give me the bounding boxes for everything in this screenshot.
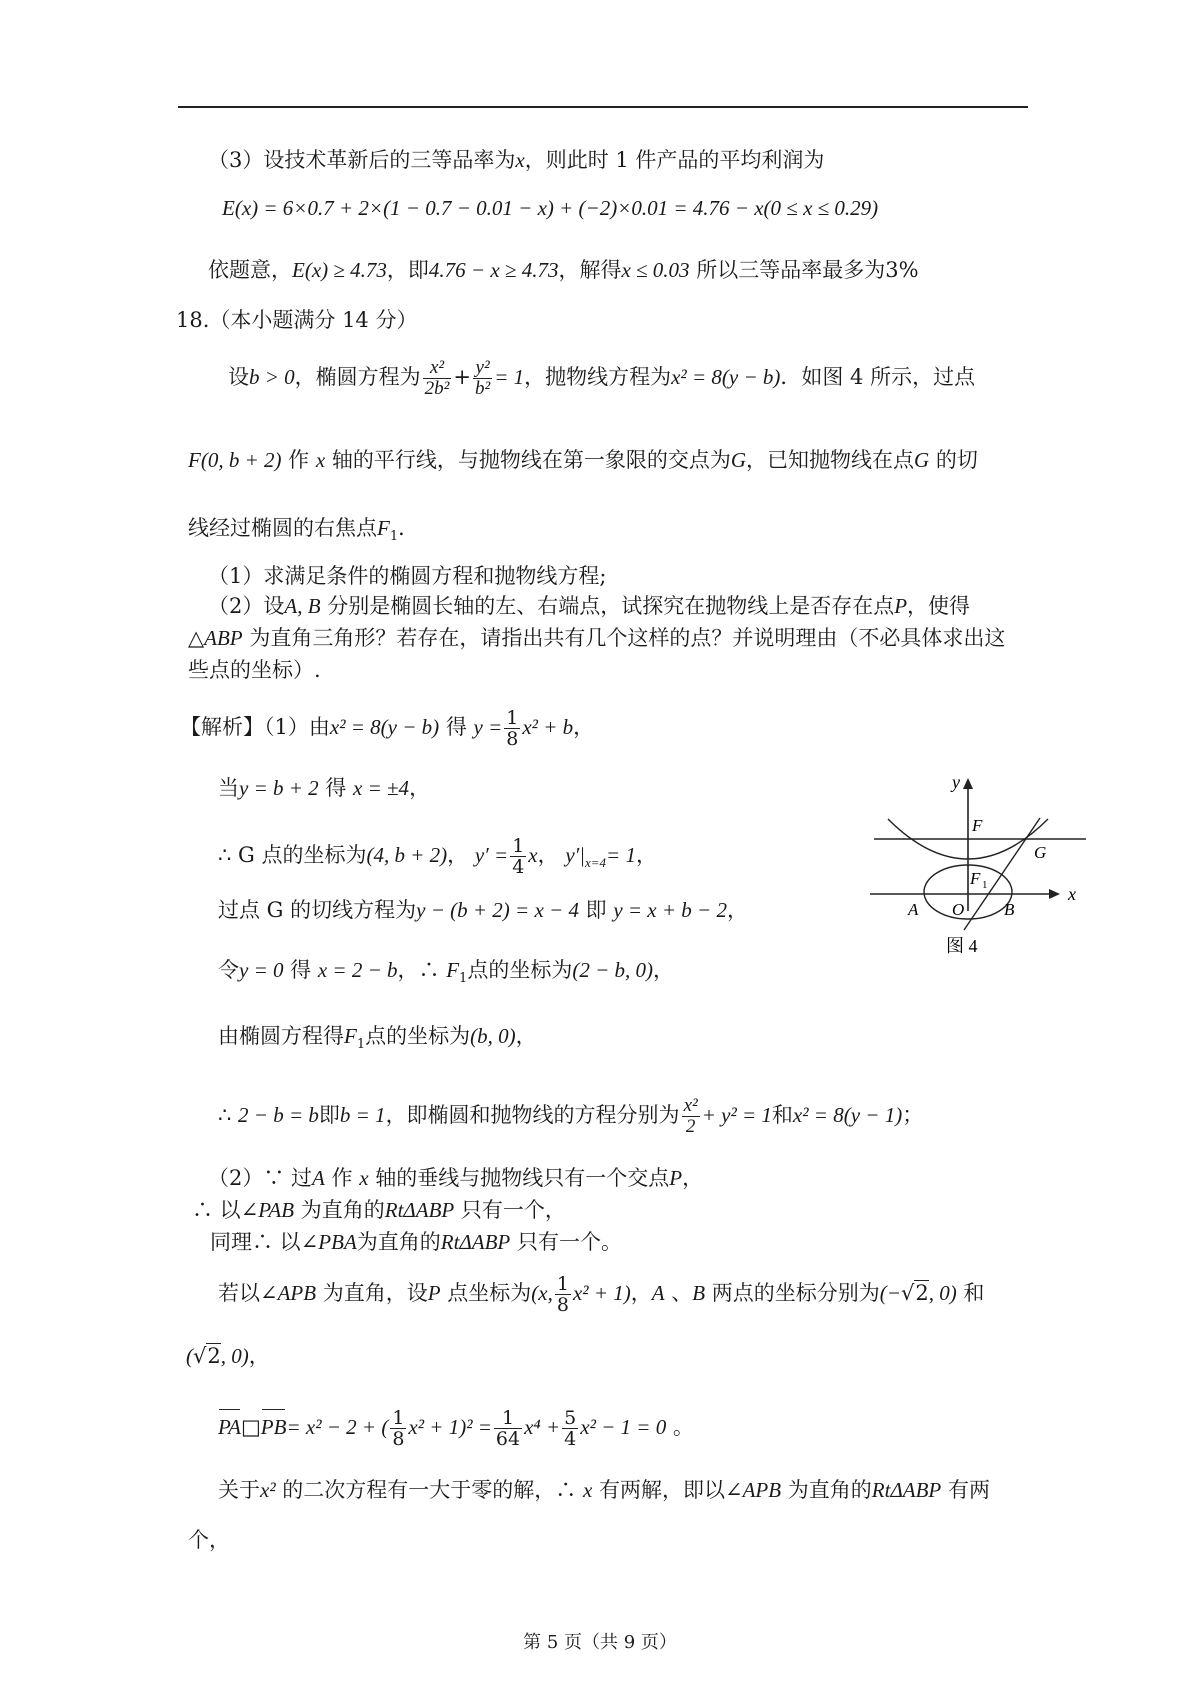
figure-4-diagram [868, 776, 1098, 956]
text: ，使得 [907, 594, 971, 618]
math: ∠PAB [240, 1198, 295, 1222]
numerator: 1 [501, 1407, 515, 1429]
math-var: A [651, 1281, 665, 1305]
math: A, B [284, 594, 321, 618]
solution-line8 [208, 1164, 703, 1192]
fraction [390, 1408, 406, 1449]
solution-line9 [192, 1196, 566, 1224]
vector-pa: PA [218, 1415, 241, 1439]
math-var: G [730, 448, 747, 472]
text: 线经过椭圆的右焦点 [188, 516, 377, 540]
subscript: x=4 [585, 855, 607, 871]
denominator: 8 [392, 1428, 405, 1450]
solution-line11: 若以∠APB 为直角，设P 点坐标为(x, $\frac{1}{8}$ x² + 1)，A 、B 两点的坐标分别为(−√2, 0) 和 [218, 1273, 985, 1316]
math: y′| [565, 843, 585, 867]
subscript: 1 [459, 971, 468, 987]
text: ， [726, 898, 748, 922]
text: 、 [664, 1281, 693, 1305]
math: b > 0 [249, 365, 295, 389]
math: x² = 8(y − b) [329, 715, 440, 739]
text: ∴ 以 [192, 1198, 241, 1222]
math: x⁴ + [524, 1415, 561, 1439]
math: y − (b + 2) = x − 4 [416, 898, 579, 922]
q18-sub2-line2 [188, 624, 1005, 652]
text: 。 [666, 1415, 694, 1439]
math-var: F [377, 516, 390, 540]
text: ， [573, 715, 595, 739]
math-var: A [312, 1166, 325, 1190]
text: 由椭圆方程得 [218, 1024, 344, 1048]
solution-line13 [218, 1408, 694, 1449]
text: △ [188, 626, 205, 650]
text: 作 [324, 1166, 360, 1190]
math: , 0) [220, 1344, 249, 1368]
math: x² [260, 1478, 276, 1502]
math: x = ±4 [353, 776, 410, 800]
text: ， [653, 958, 674, 982]
denominator: 8 [556, 1294, 569, 1316]
math: y = [473, 715, 503, 739]
q18-line1: 设b > 0，椭圆方程为 $\frac{\text{x²}}{\text{2b²}}$ + $\frac{\text{y²}}{\text{b²}}$ = 1，抛物线方程为x² = 8(y − b)．如图 4 所示，过点 [228, 357, 976, 399]
text: 为直角的 [781, 1478, 872, 1502]
text: ， [537, 843, 566, 867]
text: 即 [578, 898, 614, 922]
denominator: b² [474, 378, 491, 399]
text: 令 [218, 958, 239, 982]
subscript: 1 [389, 529, 399, 545]
text: 只有一个。 [510, 1230, 622, 1254]
text: ∴ G 点的坐标为 [218, 843, 367, 867]
text: 的二次方程有一大于零的解，∴ [275, 1478, 583, 1502]
text: 若以 [218, 1281, 260, 1305]
text: ，椭圆方程为 [294, 365, 421, 389]
math-var: P [894, 594, 908, 618]
math: x² + b [522, 715, 574, 739]
math-var: F [344, 1024, 357, 1048]
text: ．如图 4 所示，过点 [780, 365, 976, 389]
numerator: 1 [556, 1273, 569, 1295]
fraction [504, 708, 520, 749]
math-var: P [669, 1166, 683, 1190]
dot-operator: □ [240, 1415, 261, 1439]
solution-line5 [218, 956, 674, 987]
text: ， [409, 776, 431, 800]
math: F(0, b + 2) [188, 448, 282, 472]
text: 和 [956, 1281, 985, 1305]
text: 【解析】（1）由 [180, 715, 330, 739]
math: y = x + b − 2 [613, 898, 727, 922]
math: x² − 1 = 0 [580, 1415, 667, 1439]
text: 过点 G 的切线方程为 [218, 898, 417, 922]
numerator: 1 [392, 1407, 405, 1429]
numerator: 1 [512, 835, 525, 857]
text: 轴的垂线与抛物线只有一个交点 [368, 1166, 670, 1190]
numerator: y² [475, 357, 490, 378]
figure-4 [868, 776, 1098, 956]
figure-caption: 图 4 [946, 936, 978, 956]
text: 为直角，设 [316, 1281, 428, 1305]
math: ∠APB [725, 1478, 782, 1502]
x-axis-arrow [1049, 889, 1060, 899]
math: x ≤ 0.03 [621, 258, 690, 282]
q18-sub2-line3: 些点的坐标）. [188, 658, 321, 682]
math: (2 − b, 0) [572, 958, 653, 982]
solution-line10 [210, 1228, 622, 1256]
math: x = 2 − b [317, 958, 398, 982]
text: 关于 [218, 1478, 260, 1502]
math-var: x [582, 1478, 593, 1502]
q18-sub1: （1）求满足条件的椭圆方程和抛物线方程; [208, 564, 607, 588]
label-g: G [1034, 843, 1047, 862]
subscript: 1 [356, 1037, 366, 1053]
text: ． [398, 516, 420, 540]
text: 点坐标为 [440, 1281, 532, 1305]
text: 的切 [929, 448, 978, 472]
text: ，即椭圆和抛物线的方程分别为 [385, 1103, 680, 1127]
text: ，已知抛物线在点 [746, 448, 915, 472]
denominator: 4 [564, 1428, 577, 1450]
page-footer: 第 5 页（共 9 页） [523, 1632, 677, 1653]
math: RtΔABP [871, 1478, 942, 1502]
text: 为直角的 [294, 1198, 385, 1222]
text: ，抛物线方程为 [524, 365, 672, 389]
math: x² + 1) [572, 1281, 631, 1305]
text: （2）∵ 过 [208, 1166, 313, 1190]
label-f1: F [970, 869, 981, 888]
y-axis-arrow [963, 778, 973, 789]
text: ， [447, 843, 475, 867]
text: 当 [218, 776, 239, 800]
denominator: 2b² [424, 378, 450, 399]
fraction [494, 1408, 522, 1449]
q18-line3 [188, 514, 420, 545]
math: (− [879, 1281, 901, 1305]
part3-intro [208, 146, 824, 174]
math-var: x [315, 448, 326, 472]
q18-line2 [188, 446, 978, 474]
text: ， [248, 1344, 270, 1368]
math-var: G [914, 448, 930, 472]
solution-line15: 个， [188, 1528, 230, 1552]
label-o: O [952, 900, 965, 919]
text: 作 [281, 448, 316, 472]
denominator: 2 [682, 1116, 700, 1137]
label-b: B [1004, 900, 1015, 919]
math-var: x [515, 148, 525, 172]
fraction [682, 1096, 700, 1137]
text: 即 [318, 1103, 340, 1127]
text: 同理∴ 以 [210, 1230, 301, 1254]
label-y: y [952, 776, 960, 792]
math-var: P [427, 1281, 441, 1305]
part3-conclusion [208, 256, 919, 284]
text: 为直角三角形？若存在，请指出共有几个这样的点？并说明理由（不必具体求出这 [242, 626, 1006, 650]
text: ， [635, 843, 657, 867]
solution-line1 [180, 708, 594, 749]
math: y = 0 [239, 958, 284, 982]
sqrt-radicand: 2 [915, 1281, 929, 1305]
label-x: x [1068, 884, 1076, 904]
text: （3）设技术革新后的三等品率为 [208, 148, 516, 172]
math: x² + 1)² = [408, 1415, 492, 1439]
math: x² = 8(y − 1) [792, 1103, 903, 1127]
text: 只有一个， [454, 1198, 566, 1222]
solution-line2 [218, 774, 430, 802]
text: 得 [439, 715, 474, 739]
solution-line4 [218, 896, 748, 924]
math: 2 − b = b [238, 1103, 319, 1127]
math: x² = 8(y − b) [671, 365, 781, 389]
denominator: 4 [512, 856, 525, 878]
text: ，则此时 1 件产品的平均利润为 [524, 148, 825, 172]
vector-pb: PB [260, 1415, 287, 1439]
text: ，∴ [397, 958, 447, 982]
text: 设 [228, 365, 249, 389]
text: 和 [771, 1103, 793, 1127]
fraction [555, 1274, 571, 1315]
numerator: 1 [506, 707, 519, 729]
math: ∠APB [260, 1281, 317, 1305]
text: ，即 [386, 258, 429, 282]
text: 所以三等品率最多为3% [689, 258, 919, 282]
solution-line3 [218, 836, 657, 877]
text: 轴的平行线，与抛物线在第一象限的交点为 [325, 448, 731, 472]
text: 分别是椭圆长轴的左、右端点，试探究在抛物线上是否存在点 [320, 594, 895, 618]
header-rule [178, 106, 1028, 108]
text: 为直角的 [356, 1230, 441, 1254]
text: 得 [283, 958, 318, 982]
text: ， [515, 1024, 537, 1048]
math: , 0) [928, 1281, 957, 1305]
math: E(x) ≥ 4.73 [292, 258, 387, 282]
math: = 1 [494, 365, 525, 389]
math-var: F [446, 958, 460, 982]
math-var: B [692, 1281, 706, 1305]
text: 有两解，即以 [592, 1478, 725, 1502]
text: 依题意， [208, 258, 292, 282]
numerator: x² [429, 357, 445, 378]
math: RtΔABP [440, 1230, 511, 1254]
solution-line7 [218, 1096, 923, 1137]
fraction [510, 836, 526, 877]
math: 4.76 − x ≥ 4.73 [428, 258, 559, 282]
text: 点的坐标为 [467, 958, 573, 982]
label-f: F [972, 816, 983, 835]
denominator: 64 [495, 1428, 521, 1450]
numerator: x² [683, 1095, 698, 1116]
math: b = 1 [339, 1103, 386, 1127]
fraction [473, 358, 492, 399]
numerator: 5 [564, 1407, 577, 1429]
solution-line12: (√2, 0)， [186, 1344, 270, 1368]
math: RtΔABP [384, 1198, 455, 1222]
q18-heading: 18.（本小题满分 14 分） [176, 308, 418, 332]
math: (b, 0) [470, 1024, 516, 1048]
math: (4, b + 2) [366, 843, 448, 867]
denominator: 8 [506, 728, 519, 750]
solution-line14 [218, 1476, 990, 1504]
text: ，解得 [558, 258, 622, 282]
math: (x, [531, 1281, 553, 1305]
solution-line6 [218, 1022, 537, 1053]
text: 得 [318, 776, 354, 800]
math: ( [186, 1344, 193, 1368]
label-a: A [908, 900, 919, 919]
text: ， [630, 1281, 652, 1305]
math: = 1 [606, 843, 636, 867]
math: ∠PBA [300, 1230, 357, 1254]
label-f1-subscript: 1 [982, 879, 988, 891]
text: ∴ [218, 1103, 239, 1127]
text: （2）设 [208, 594, 285, 618]
fraction [423, 358, 452, 399]
math: y′ = [474, 843, 509, 867]
fraction [562, 1408, 578, 1449]
math-var: x [359, 1166, 369, 1190]
math: y = b + 2 [239, 776, 319, 800]
math: ABP [204, 626, 243, 650]
text: ； [902, 1103, 924, 1127]
math: + y² = 1 [701, 1103, 772, 1127]
text: 两点的坐标分别为 [705, 1281, 880, 1305]
math: x [528, 843, 538, 867]
text: ， [682, 1166, 704, 1190]
part3-formula: E(x) = 6×0.7 + 2×(1 − 0.7 − 0.01 − x) + (−2)×0.01 = 4.76 − x(0 ≤ x ≤ 0.29) [222, 196, 879, 220]
sqrt-radicand: 2 [207, 1344, 221, 1368]
math: = x² − 2 + ( [286, 1415, 389, 1439]
text: 有两 [941, 1478, 990, 1502]
text: 点的坐标为 [365, 1024, 471, 1048]
q18-sub2-line1 [208, 592, 970, 620]
